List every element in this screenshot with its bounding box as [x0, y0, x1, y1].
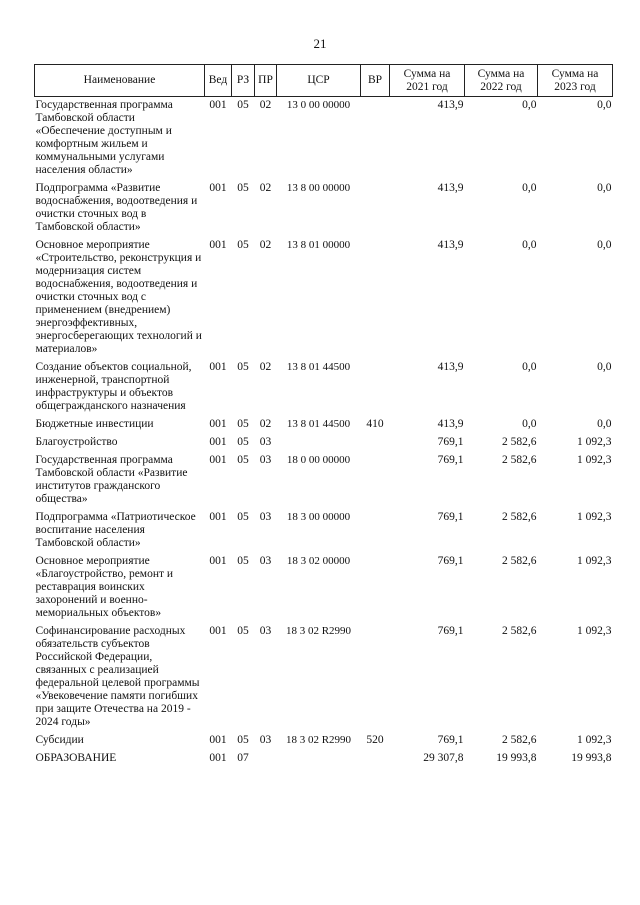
row-rz: 05 [237, 99, 249, 111]
row-sum-2022: 2 582,6 [502, 625, 537, 637]
row-ved: 001 [209, 99, 227, 111]
header-rz: РЗ [232, 65, 255, 97]
row-pr: 03 [259, 555, 272, 567]
table-row [35, 552, 613, 622]
row-ved: 001 [209, 752, 227, 764]
row-ved: 001 [209, 436, 227, 448]
row-sum-2022: 2 582,6 [502, 436, 537, 448]
row-vr [361, 97, 390, 180]
row-sum-2021: 769,1 [437, 511, 464, 523]
row-vr [361, 508, 390, 552]
row-csr: 13 8 01 44500 [286, 361, 351, 373]
row-sum-2022: 0,0 [522, 361, 537, 373]
row-rz: 05 [237, 625, 249, 637]
row-vr: 410 [366, 418, 384, 430]
row-name: Благоустройство [35, 436, 118, 448]
row-pr: 03 [259, 511, 272, 523]
row-sum-2022: 19 993,8 [496, 752, 537, 764]
row-sum-2021: 413,9 [437, 361, 464, 373]
row-name: Основное мероприятие «Строительство, реконструкция и модернизация систем водоснабжения, водоотведения и очистки сточных вод с применением (внедрением) энергоэффективных, энергосберегающих технологий и материалов» [35, 239, 202, 355]
row-ved: 001 [209, 239, 227, 251]
row-pr: 03 [259, 454, 272, 466]
row-sum-2021: 769,1 [437, 734, 464, 746]
header-csr: ЦСР [277, 65, 361, 97]
row-rz: 05 [237, 418, 249, 430]
table-row [35, 451, 613, 508]
row-name: ОБРАЗОВАНИЕ [35, 752, 117, 764]
row-pr: 03 [259, 625, 272, 637]
row-pr: 02 [259, 99, 272, 111]
table-body [35, 97, 613, 768]
row-vr [361, 433, 390, 451]
row-name: Подпрограмма «Патриотическое воспитание населения Тамбовской области» [35, 511, 196, 549]
table-header [35, 65, 613, 97]
row-csr: 13 0 00 00000 [286, 99, 351, 111]
table-row [35, 236, 613, 358]
row-sum-2023: 0,0 [597, 361, 612, 373]
row-name: Создание объектов социальной, инженерной, транспортной инфраструктуры и объектов общегражданского назначения [35, 361, 192, 412]
row-rz: 05 [237, 182, 249, 194]
row-sum-2023: 0,0 [597, 182, 612, 194]
row-sum-2022: 2 582,6 [502, 734, 537, 746]
row-rz: 05 [237, 361, 249, 373]
row-vr: 520 [366, 734, 384, 746]
table-row [35, 179, 613, 236]
row-ved: 001 [209, 625, 227, 637]
header-sum-2021: Сумма на 2021 год [390, 65, 465, 97]
row-name: Государственная программа Тамбовской области «Обеспечение доступным и комфортным жильем и коммунальными услугами населения области» [35, 99, 173, 176]
row-sum-2021: 769,1 [437, 454, 464, 466]
row-sum-2023: 1 092,3 [577, 734, 612, 746]
table-row [35, 415, 613, 433]
row-vr [361, 451, 390, 508]
row-sum-2023: 1 092,3 [577, 436, 612, 448]
row-vr [361, 358, 390, 415]
row-sum-2022: 0,0 [522, 239, 537, 251]
row-vr [361, 552, 390, 622]
row-sum-2023: 0,0 [597, 418, 612, 430]
row-name: Софинансирование расходных обязательств субъектов Российской Федерации, связанных с реализацией федеральной целевой программы «Увековечение памяти погибших при защите Отечества на 2019 - 2024 годы» [35, 625, 200, 728]
row-sum-2022: 2 582,6 [502, 454, 537, 466]
table-row [35, 433, 613, 451]
row-pr [255, 749, 277, 767]
header-sum-2023: Сумма на 2023 год [538, 65, 613, 97]
row-sum-2023: 0,0 [597, 239, 612, 251]
row-sum-2023: 1 092,3 [577, 454, 612, 466]
table-row [35, 749, 613, 767]
row-rz: 05 [237, 239, 249, 251]
row-sum-2021: 413,9 [437, 239, 464, 251]
row-ved: 001 [209, 734, 227, 746]
row-name: Государственная программа Тамбовской области «Развитие институтов гражданского общества» [35, 454, 188, 505]
row-pr: 02 [259, 182, 272, 194]
row-sum-2021: 413,9 [437, 182, 464, 194]
table-row [35, 731, 613, 749]
row-rz: 07 [237, 752, 249, 764]
table-row [35, 508, 613, 552]
row-csr: 18 3 00 00000 [286, 511, 351, 523]
row-sum-2023: 19 993,8 [571, 752, 612, 764]
row-pr: 03 [259, 734, 272, 746]
row-sum-2021: 29 307,8 [423, 752, 464, 764]
row-sum-2021: 769,1 [437, 555, 464, 567]
row-csr: 18 0 00 00000 [286, 454, 351, 466]
row-name: Подпрограмма «Развитие водоснабжения, водоотведения и очистки сточных вод в Тамбовской области» [35, 182, 198, 233]
row-csr: 18 3 02 R2990 [285, 625, 352, 637]
row-vr [361, 236, 390, 358]
table-row [35, 622, 613, 731]
row-pr: 02 [259, 418, 272, 430]
row-sum-2021: 769,1 [437, 625, 464, 637]
row-vr [361, 179, 390, 236]
row-sum-2022: 0,0 [522, 182, 537, 194]
row-csr: 13 8 01 44500 [286, 418, 351, 430]
header-ved: Вед [205, 65, 232, 97]
row-pr: 03 [259, 436, 272, 448]
row-rz: 05 [237, 454, 249, 466]
row-sum-2021: 413,9 [437, 418, 464, 430]
row-ved: 001 [209, 361, 227, 373]
row-name: Основное мероприятие «Благоустройство, ремонт и реставрация воинских захоронений и военно-мемориальных объектов» [35, 555, 174, 619]
header-name: Наименование [35, 65, 205, 97]
row-sum-2021: 413,9 [437, 99, 464, 111]
row-name: Бюджетные инвестиции [35, 418, 154, 430]
page-number: 21 [313, 36, 327, 51]
row-sum-2022: 2 582,6 [502, 555, 537, 567]
row-csr [277, 433, 361, 451]
header-sum-2022: Сумма на 2022 год [465, 65, 538, 97]
row-csr: 18 3 02 00000 [286, 555, 351, 567]
row-sum-2023: 0,0 [597, 99, 612, 111]
row-sum-2023: 1 092,3 [577, 555, 612, 567]
row-csr: 13 8 00 00000 [286, 182, 351, 194]
row-vr [361, 749, 390, 767]
row-rz: 05 [237, 436, 249, 448]
row-rz: 05 [237, 555, 249, 567]
row-sum-2023: 1 092,3 [577, 511, 612, 523]
row-pr: 02 [259, 239, 272, 251]
row-sum-2022: 0,0 [522, 99, 537, 111]
row-csr [277, 749, 361, 767]
row-ved: 001 [209, 182, 227, 194]
row-ved: 001 [209, 511, 227, 523]
row-ved: 001 [209, 555, 227, 567]
row-ved: 001 [209, 454, 227, 466]
table-row [35, 358, 613, 415]
row-sum-2021: 769,1 [437, 436, 464, 448]
row-sum-2023: 1 092,3 [577, 625, 612, 637]
table-row [35, 97, 613, 180]
row-pr: 02 [259, 361, 272, 373]
row-csr: 13 8 01 00000 [286, 239, 351, 251]
row-ved: 001 [209, 418, 227, 430]
row-name: Субсидии [35, 734, 84, 746]
header-vr: ВР [361, 65, 390, 97]
row-rz: 05 [237, 734, 249, 746]
row-sum-2022: 0,0 [522, 418, 537, 430]
budget-table [34, 64, 613, 767]
row-csr: 18 3 02 R2990 [285, 734, 352, 746]
header-pr: ПР [255, 65, 277, 97]
row-rz: 05 [237, 511, 249, 523]
row-sum-2022: 2 582,6 [502, 511, 537, 523]
row-vr [361, 622, 390, 731]
